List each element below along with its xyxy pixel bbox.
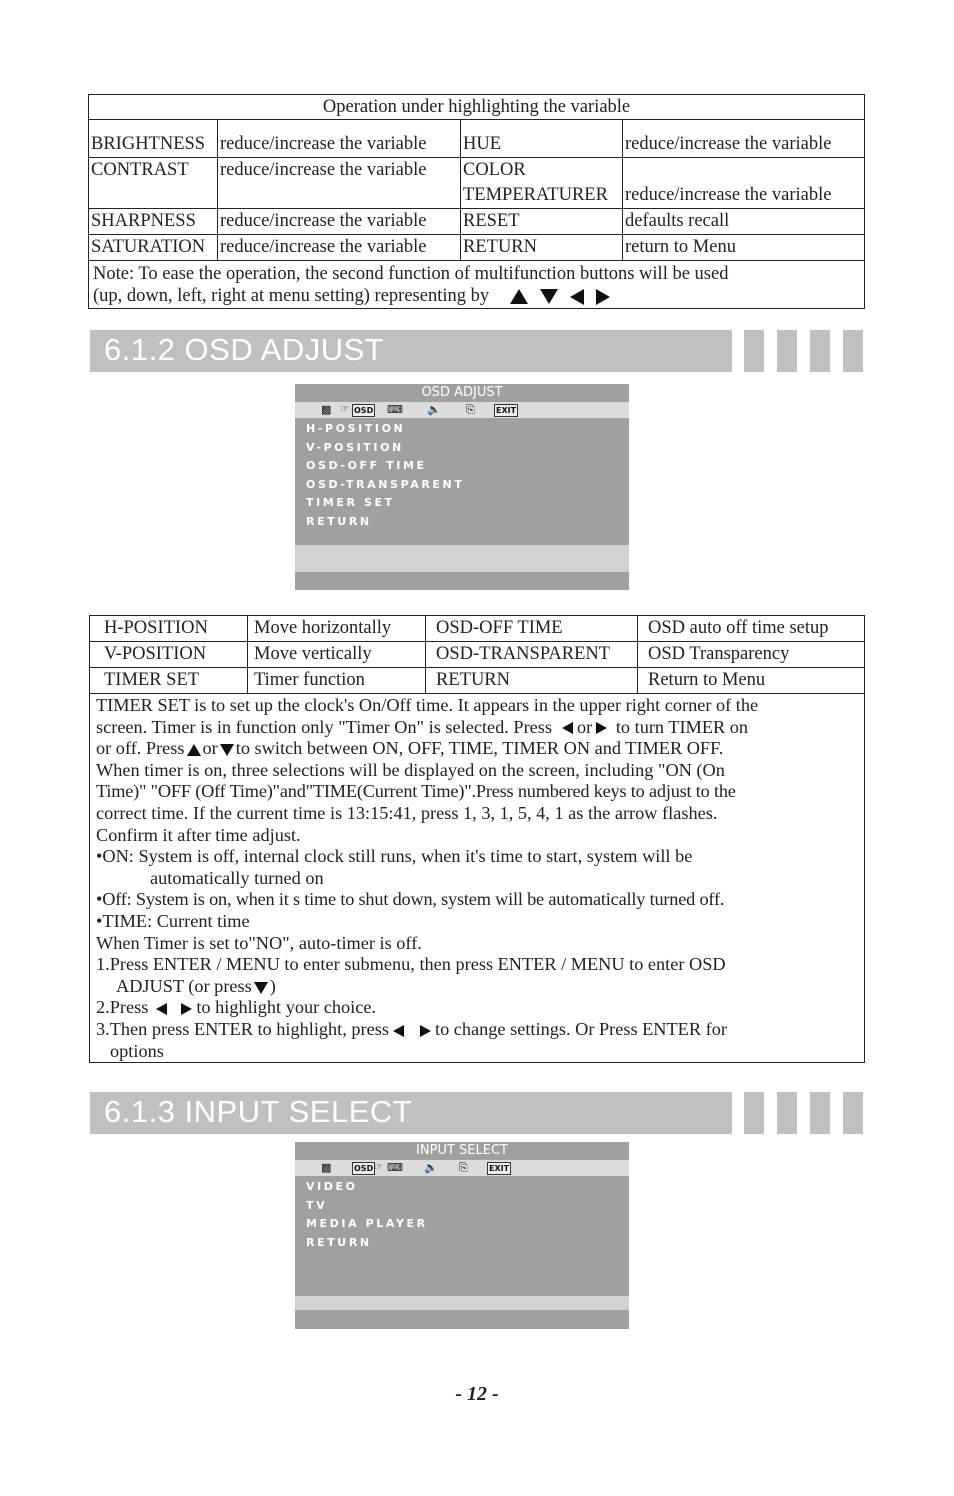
cell-contrast: CONTRAST	[89, 158, 218, 209]
cell-sharpness: SHARPNESS	[89, 209, 218, 235]
right-arrow-icon	[181, 1003, 192, 1015]
input-menu-status-band	[295, 1296, 629, 1310]
speaker-icon: 🔈	[427, 403, 441, 416]
exit-icon: EXIT	[489, 1164, 510, 1173]
cell-return: RETURN	[461, 235, 623, 261]
cell-hue-desc: reduce/increase the variable	[623, 120, 865, 158]
desc-text: )	[269, 975, 276, 996]
desc-text: to switch between ON, OFF, TIME, TIMER ON and TIMER OFF.	[235, 738, 724, 759]
operation-table	[88, 94, 865, 309]
cell-timer-set-desc: Timer function	[248, 668, 426, 694]
cell-osd-transparent: OSD-TRANSPARENT	[426, 642, 638, 668]
down-arrow-icon	[254, 982, 268, 994]
section-banner-input-select	[90, 1092, 732, 1134]
input-icon: ⎘	[459, 1161, 468, 1174]
right-arrow-icon	[596, 289, 610, 305]
menu-item-video[interactable]: VIDEO	[306, 1180, 358, 1193]
cell-reset-desc: defaults recall	[623, 209, 865, 235]
hand-pointer-icon: ☞	[340, 404, 349, 415]
desc-line: 1.Press ENTER / MENU to enter submenu, then press ENTER / MENU to enter OSD	[96, 954, 726, 975]
speaker-icon: 🔈	[424, 1161, 438, 1174]
cell-v-position-desc: Move vertically	[248, 642, 426, 668]
desc-line	[96, 997, 860, 1019]
exit-icon: EXIT	[496, 406, 517, 415]
menu-item-return[interactable]: RETURN	[306, 1235, 372, 1249]
desc-line: automatically turned on	[150, 867, 324, 888]
left-arrow-icon	[393, 1025, 404, 1037]
banner-decoration-bar	[810, 1092, 830, 1134]
desc-line: options	[110, 1040, 164, 1061]
desc-line: TIMER SET is to set up the clock's On/Off time. It appears in the upper right corner of the	[96, 695, 759, 715]
right-arrow-icon	[420, 1025, 431, 1037]
osd-adjust-table	[89, 615, 865, 1063]
osd-icon: OSD	[354, 1164, 374, 1173]
osd-menu-title: OSD ADJUST	[421, 385, 503, 400]
osd-icon: OSD	[354, 406, 374, 415]
left-arrow-icon	[570, 289, 584, 305]
cell-return-2: RETURN	[426, 668, 638, 694]
menu-item-timer-set[interactable]: TIMER SET	[306, 496, 395, 510]
desc-text: to turn TIMER on	[615, 716, 749, 737]
menu-item-h-position[interactable]: H-POSITION	[306, 422, 406, 435]
input-icon-bar	[295, 1160, 629, 1176]
timer-set-description	[90, 694, 865, 1063]
desc-text: or	[202, 738, 218, 759]
banner-decoration-bar	[843, 330, 863, 372]
input-menu-items	[295, 1176, 629, 1252]
cell-color-temperature-desc: reduce/increase the variable	[623, 158, 865, 209]
desc-text: ADJUST (or press	[116, 975, 252, 996]
menu-item-tv[interactable]: TV	[306, 1198, 328, 1212]
osd-icon-bar	[295, 402, 629, 418]
osd-adjust-menu	[295, 384, 629, 590]
menu-item-osd-transparent[interactable]: OSD-TRANSPARENT	[306, 477, 465, 491]
desc-text: or off. Press	[96, 738, 185, 759]
cell-brightness: BRIGHTNESS	[89, 120, 218, 158]
desc-text: screen. Timer is in function only "Timer On" is selected. Press	[96, 716, 553, 737]
cell-h-position-desc: Move horizontally	[248, 616, 426, 642]
cell-contrast-desc: reduce/increase the variable	[218, 158, 461, 209]
input-menu-title: INPUT SELECT	[416, 1143, 508, 1158]
menu-item-return[interactable]: RETURN	[306, 514, 372, 528]
desc-line	[96, 1019, 860, 1041]
cell-hue: HUE	[461, 120, 623, 158]
desc-line: correct time. If the current time is 13:15:41, press 1, 3, 1, 5, 4, 1 as the arrow flashes.	[96, 802, 718, 823]
cell-timer-set: TIMER SET	[90, 668, 248, 694]
section-title-osd-adjust: 6.1.2 OSD ADJUST	[104, 332, 385, 367]
note-line-2-text: (up, down, left, right at menu setting) representing by	[93, 286, 490, 306]
desc-line	[96, 976, 860, 998]
left-arrow-icon	[156, 1003, 167, 1015]
osd-menu-status-band	[295, 545, 629, 572]
cell-temperaturer: TEMPERATURER	[463, 185, 608, 205]
input-icon: ⎘	[466, 403, 475, 416]
desc-text: 2.Press	[96, 997, 149, 1018]
desc-line	[96, 738, 860, 760]
right-arrow-icon	[596, 722, 607, 734]
cell-h-position: H-POSITION	[90, 616, 248, 642]
setup-icon: ⌨	[387, 403, 403, 416]
banner-decoration-bar	[777, 1092, 797, 1134]
desc-line: When timer is on, three selections will be displayed on the screen, including "ON (On	[96, 759, 725, 780]
cell-color: COLOR	[463, 160, 526, 180]
desc-line: When Timer is set to"NO", auto-timer is off.	[96, 932, 422, 953]
menu-item-media-player[interactable]: MEDIA PLAYER	[306, 1217, 428, 1231]
section-title-input-select: 6.1.3 INPUT SELECT	[104, 1094, 413, 1129]
note-line-1: Note: To ease the operation, the second function of multifunction buttons will be used	[93, 264, 729, 284]
desc-line: •TIME: Current time	[96, 910, 250, 931]
cell-color-temperature	[461, 158, 623, 209]
picture-icon: ▩	[321, 403, 332, 416]
setup-icon: ⌨	[387, 1161, 403, 1174]
up-arrow-icon	[510, 289, 528, 304]
hand-pointer-icon: ☞	[374, 1162, 383, 1173]
cell-brightness-desc: reduce/increase the variable	[218, 120, 461, 158]
menu-item-v-position[interactable]: V-POSITION	[306, 440, 404, 454]
menu-item-osd-off-time[interactable]: OSD-OFF TIME	[306, 459, 427, 473]
desc-text: 3.Then press ENTER to highlight, press	[96, 1018, 389, 1039]
input-select-menu	[295, 1142, 629, 1329]
banner-decoration-bar	[843, 1092, 863, 1134]
desc-text: or	[577, 716, 593, 737]
cell-return-2-desc: Return to Menu	[638, 668, 865, 694]
note-cell	[89, 261, 865, 309]
cell-sharpness-desc: reduce/increase the variable	[218, 209, 461, 235]
picture-icon: ▩	[321, 1161, 332, 1174]
left-arrow-icon	[562, 722, 573, 734]
desc-line: •ON: System is off, internal clock still runs, when it's time to start, system will be	[96, 846, 693, 867]
page-number: - 12 -	[455, 1383, 499, 1405]
down-arrow-icon	[540, 289, 558, 304]
cell-v-position: V-POSITION	[90, 642, 248, 668]
banner-decoration-bar	[810, 330, 830, 372]
cell-reset: RESET	[461, 209, 623, 235]
banner-decoration-bar	[744, 1092, 764, 1134]
desc-text: to highlight your choice.	[196, 997, 377, 1018]
cell-saturation-desc: reduce/increase the variable	[218, 235, 461, 261]
cell-osd-off-time: OSD-OFF TIME	[426, 616, 638, 642]
desc-line: •Off: System is on, when it s time to shut down, system will be automatically turned off.	[96, 889, 725, 910]
section-banner-osd-adjust	[90, 330, 732, 372]
operation-table-header: Operation under highlighting the variable	[322, 97, 631, 117]
cell-osd-off-time-desc: OSD auto off time setup	[638, 616, 865, 642]
cell-return-desc: return to Menu	[623, 235, 865, 261]
note-line-2	[93, 285, 860, 307]
down-arrow-icon	[220, 744, 234, 756]
cell-saturation: SATURATION	[89, 235, 218, 261]
banner-decoration-bar	[744, 330, 764, 372]
banner-decoration-bar	[777, 330, 797, 372]
desc-line: Confirm it after time adjust.	[96, 824, 301, 845]
desc-text: to change settings. Or Press ENTER for	[434, 1018, 727, 1039]
cell-osd-transparent-desc: OSD Transparency	[638, 642, 865, 668]
desc-line: Time)" "OFF (Off Time)"and"TIME(Current Time)".Press numbered keys to adjust to the	[96, 781, 736, 802]
osd-menu-items	[295, 418, 629, 532]
up-arrow-icon	[187, 744, 201, 756]
desc-line	[96, 717, 860, 739]
